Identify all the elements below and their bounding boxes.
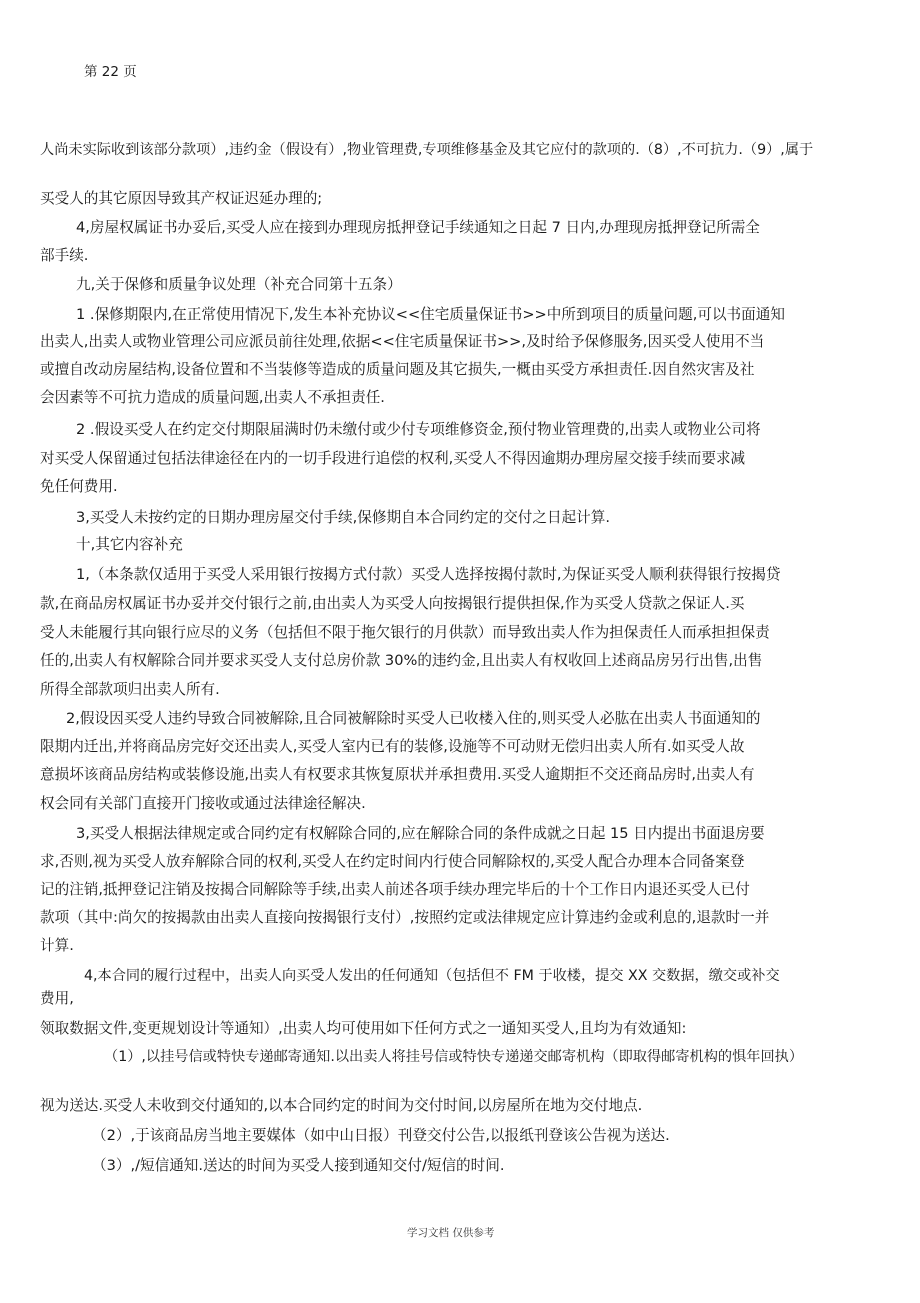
section-heading: 十,其它内容补充 [76, 536, 183, 553]
body-line: 款,在商品房权属证书办妥并交付银行之前,由出卖人为买受人向按揭银行提供担保,作为买受人贷款之保证人.买 [40, 595, 745, 612]
body-line: 费用, [40, 990, 74, 1007]
body-line: 买受人的其它原因导致其产权证迟延办理的; [40, 190, 323, 207]
body-line: 对买受人保留通过包括法律途径在内的一切手段进行追偿的权利,买受人不得因逾期办理房屋交接手续而要求减 [40, 450, 746, 467]
body-line: 款项（其中:尚欠的按揭款由出卖人直接向按揭银行支付）,按照约定或法律规定应计算违约金或利息的,退款时一并 [40, 909, 770, 926]
body-line: 4,本合同的履行过程中，出卖人向买受人发出的任何通知（包括但不 FM 于收楼，提交 XX 交数据，缴交或补交 [84, 968, 780, 984]
body-line: （2）,于该商品房当地主要媒体（如中山日报）刊登交付公告,以报纸刊登该公告视为送达. [92, 1127, 670, 1144]
body-line: 3,买受人根据法律规定或合同约定有权解除合同的,应在解除合同的条件成就之日起 15 日内提出书面退房要 [76, 825, 765, 842]
body-line: 3,买受人未按约定的日期办理房屋交付手续,保修期自本合同约定的交付之日起计算. [76, 509, 610, 526]
body-line: （3）,/短信通知.送达的时间为买受人接到通知交付/短信的时间. [92, 1157, 505, 1174]
footer-note: 学习文档 仅供参考 [407, 1227, 495, 1239]
body-line: 4,房屋权属证书办妥后,买受人应在接到办理现房抵押登记手续通知之日起 7 日内,办理现房抵押登记所需全 [76, 219, 760, 236]
section-heading: 九,关于保修和质量争议处理（补充合同第十五条） [76, 276, 402, 293]
page-number-header: 第 22 页 [84, 64, 137, 80]
body-line: （1）,以挂号信或特快专递邮寄通知.以出卖人将挂号信或特快专递递交邮寄机构（即取得邮寄机构的惧年回执） [104, 1049, 804, 1065]
body-line: 领取数据文件,变更规划设计等通知）,出卖人均可使用如下任何方式之一通知买受人,且均为有效通知: [40, 1020, 687, 1037]
body-line: 部手续. [40, 247, 89, 264]
body-line: 记的注销,抵押登记注销及按揭合同解除等手续,出卖人前述各项手续办理完毕后的十个工作日内退还买受人已付 [40, 881, 750, 898]
body-line: 求,否则,视为买受人放弃解除合同的权利,买受人在约定时间内行使合同解除权的,买受人配合办理本合同备案登 [40, 853, 745, 870]
body-line: 视为送达.买受人未收到交付通知的,以本合同约定的时间为交付时间,以房屋所在地为交付地点. [40, 1097, 643, 1114]
body-line: 1,（本条款仅适用于买受人采用银行按揭方式付款）买受人选择按揭付款时,为保证买受人顺利获得银行按揭贷 [76, 566, 781, 583]
body-line: 限期内迁出,并将商品房完好交还出卖人,买受人室内已有的装修,设施等不可动财无偿归出卖人所有.如买受人故 [40, 738, 745, 755]
body-line: 2 .假设买受人在约定交付期限届满时仍未缴付或少付专项维修资金,预付物业管理费的,出卖人或物业公司将 [76, 421, 761, 438]
body-line: 出卖人,出卖人或物业管理公司应派员前往处理,依据<<住宅质量保证书>>,及时给予保修服务,因买受人使用不当 [40, 333, 765, 350]
body-line: 受人未能履行其向银行应尽的义务（包括但不限于拖欠银行的月供款）而导致出卖人作为担保责任人而承担担保责 [40, 624, 770, 641]
body-line: 计算. [40, 937, 74, 954]
body-line: 或擅自改动房屋结构,设备位置和不当装修等造成的质量问题及其它损失,一概由买受方承担责任.因自然灾害及社 [40, 361, 755, 378]
body-line: 人尚未实际收到该部分款项）,违约金（假设有）,物业管理费,专项维修基金及其它应付的款项的.（8）,不可抗力.（9）,属于 [40, 142, 814, 158]
body-line: 意损坏该商品房结构或装修设施,出卖人有权要求其恢复原状并承担费用.买受人逾期拒不交还商品房时,出卖人有 [40, 766, 755, 783]
body-line: 所得全部款项归出卖人所有. [40, 681, 220, 698]
body-line: 1 .保修期限内,在正常使用情况下,发生本补充协议<<住宅质量保证书>>中所到项目的质量问题,可以书面通知 [76, 306, 785, 323]
body-line: 2,假设因买受人违约导致合同被解除,且合同被解除时买受人已收楼入住的,则买受人必肱在出卖人书面通知的 [66, 710, 761, 727]
body-line: 免任何费用. [40, 478, 118, 495]
body-line: 会因素等不可抗力造成的质量问题,出卖人不承担责任. [40, 389, 385, 406]
body-line: 任的,出卖人有权解除合同并要求买受人支付总房价款 30%的违约金,且出卖人有权收回上述商品房另行出售,出售 [40, 652, 763, 669]
body-line: 权会同有关部门直接开门接收或通过法律途径解决. [40, 795, 366, 812]
